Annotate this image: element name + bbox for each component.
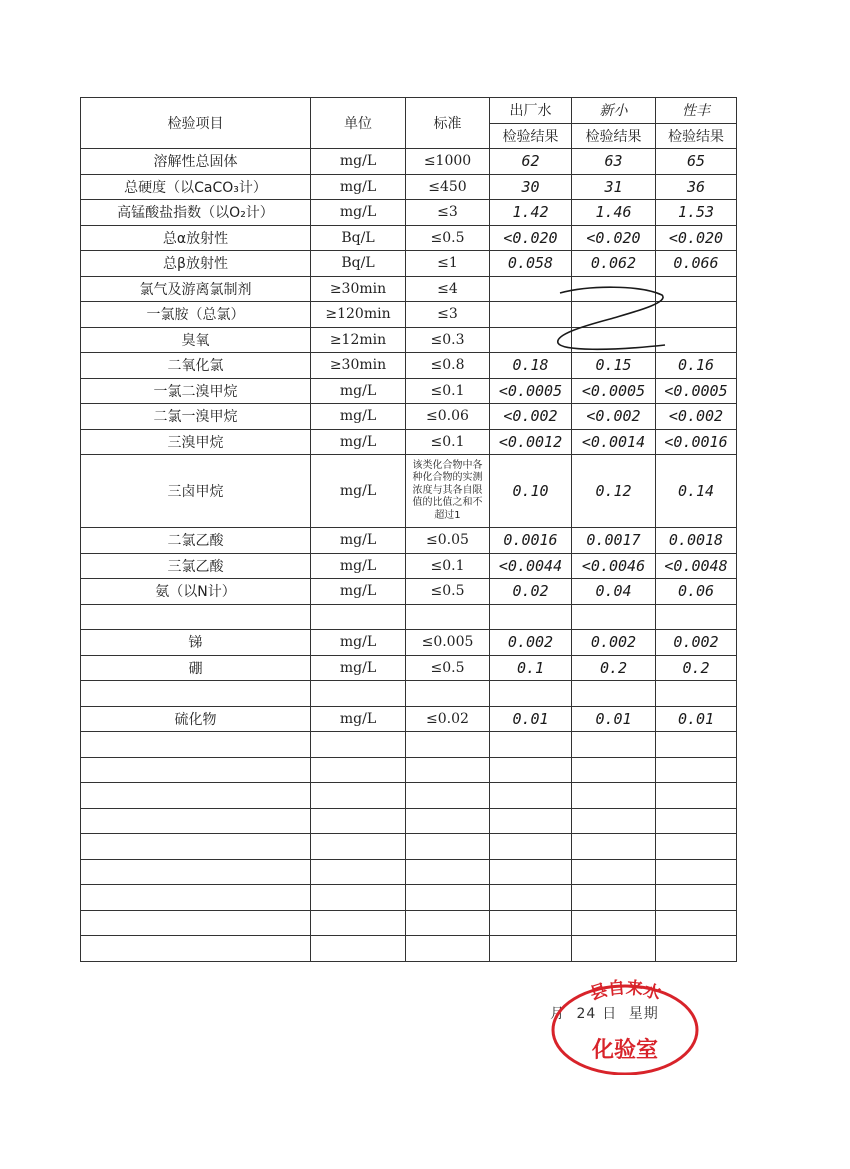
standard-cell: ≤0.02 (406, 706, 490, 732)
month-label: 月 (550, 1006, 565, 1022)
header-unit: 单位 (311, 98, 406, 149)
empty-row (81, 732, 737, 758)
item-cell: 总β放射性 (81, 251, 311, 277)
empty-row (81, 910, 737, 936)
unit-cell: mg/L (311, 455, 406, 528)
result-cell: 0.002 (656, 630, 737, 656)
empty-cell (311, 783, 406, 809)
standard-cell: ≤4 (406, 276, 490, 302)
standard-cell: ≤0.005 (406, 630, 490, 656)
handwritten-scribble (550, 285, 670, 355)
unit-cell: mg/L (311, 429, 406, 455)
empty-cell (490, 834, 572, 860)
empty-cell (311, 936, 406, 962)
standard-cell: ≤0.1 (406, 378, 490, 404)
water-quality-table (80, 97, 737, 962)
empty-cell (81, 859, 311, 885)
result-cell: <0.002 (656, 404, 737, 430)
result-cell: 0.0017 (572, 528, 656, 554)
item-cell: 三氯乙酸 (81, 553, 311, 579)
empty-cell (490, 757, 572, 783)
unit-cell (311, 681, 406, 707)
table-row (81, 455, 737, 528)
standard-cell: ≤0.3 (406, 327, 490, 353)
day-value: 24 (576, 1006, 597, 1022)
result-cell (572, 604, 656, 630)
unit-cell: mg/L (311, 174, 406, 200)
item-cell: 硼 (81, 655, 311, 681)
result-cell: 0.058 (490, 251, 572, 277)
empty-cell (656, 834, 737, 860)
empty-cell (406, 783, 490, 809)
unit-cell: mg/L (311, 404, 406, 430)
empty-row (81, 783, 737, 809)
empty-cell (81, 757, 311, 783)
empty-cell (311, 732, 406, 758)
unit-cell: mg/L (311, 528, 406, 554)
empty-row (81, 834, 737, 860)
result-cell: 62 (490, 149, 572, 175)
result-cell (490, 681, 572, 707)
item-cell: 高锰酸盐指数（以O₂计） (81, 200, 311, 226)
result-cell: 0.0018 (656, 528, 737, 554)
result-cell: 0.01 (656, 706, 737, 732)
result-cell (656, 604, 737, 630)
standard-cell: ≤0.05 (406, 528, 490, 554)
result-cell: 0.10 (490, 455, 572, 528)
empty-cell (406, 834, 490, 860)
item-cell: 三溴甲烷 (81, 429, 311, 455)
empty-cell (311, 859, 406, 885)
item-cell: 三卤甲烷 (81, 455, 311, 528)
empty-row (81, 936, 737, 962)
empty-cell (406, 910, 490, 936)
result-cell: 31 (572, 174, 656, 200)
unit-cell (311, 604, 406, 630)
empty-cell (81, 783, 311, 809)
official-seal (548, 975, 703, 1075)
result-cell: <0.020 (572, 225, 656, 251)
empty-cell (656, 783, 737, 809)
empty-cell (572, 757, 656, 783)
standard-cell: ≤0.06 (406, 404, 490, 430)
result-cell (572, 681, 656, 707)
empty-cell (656, 732, 737, 758)
standard-cell: 该类化合物中各种化合物的实测浓度与其各自限值的比值之和不超过1 (406, 455, 490, 528)
result-cell: 0.01 (490, 706, 572, 732)
empty-cell (406, 757, 490, 783)
empty-cell (572, 834, 656, 860)
table-row (81, 706, 737, 732)
table-row (81, 429, 737, 455)
result-cell: 0.16 (656, 353, 737, 379)
unit-cell: ≥120min (311, 302, 406, 328)
table-row (81, 225, 737, 251)
result-cell: 0.002 (490, 630, 572, 656)
standard-cell: ≤0.1 (406, 553, 490, 579)
result-cell: <0.020 (490, 225, 572, 251)
empty-row (81, 757, 737, 783)
result-cell (490, 604, 572, 630)
result-cell: 0.04 (572, 579, 656, 605)
table-row (81, 404, 737, 430)
empty-cell (406, 808, 490, 834)
empty-cell (311, 910, 406, 936)
empty-cell (572, 910, 656, 936)
unit-cell: Bq/L (311, 225, 406, 251)
table-row (81, 353, 737, 379)
table-row (81, 553, 737, 579)
empty-cell (572, 732, 656, 758)
unit-cell: mg/L (311, 200, 406, 226)
result-cell: 0.14 (656, 455, 737, 528)
result-cell: <0.0046 (572, 553, 656, 579)
result-cell: 0.062 (572, 251, 656, 277)
unit-cell: mg/L (311, 706, 406, 732)
result-cell: 1.46 (572, 200, 656, 226)
empty-cell (81, 910, 311, 936)
empty-cell (490, 859, 572, 885)
result-cell (656, 681, 737, 707)
empty-cell (311, 834, 406, 860)
unit-cell: Bq/L (311, 251, 406, 277)
empty-cell (490, 783, 572, 809)
standard-cell: ≤0.8 (406, 353, 490, 379)
standard-cell (406, 604, 490, 630)
empty-cell (311, 808, 406, 834)
empty-cell (490, 732, 572, 758)
result-cell: 0.18 (490, 353, 572, 379)
result-cell: 0.2 (656, 655, 737, 681)
unit-cell: ≥30min (311, 276, 406, 302)
standard-cell: ≤0.1 (406, 429, 490, 455)
empty-cell (406, 936, 490, 962)
table-row (81, 681, 737, 707)
empty-cell (406, 732, 490, 758)
svg-text:化验室: 化验室 (591, 1038, 659, 1063)
standard-cell: ≤1000 (406, 149, 490, 175)
result-cell: <0.020 (656, 225, 737, 251)
result-cell: 0.02 (490, 579, 572, 605)
table-row (81, 174, 737, 200)
result-cell: <0.0005 (572, 378, 656, 404)
result-cell: <0.0005 (490, 378, 572, 404)
unit-cell: ≥30min (311, 353, 406, 379)
unit-cell: mg/L (311, 378, 406, 404)
empty-cell (656, 757, 737, 783)
table-row (81, 251, 737, 277)
standard-cell (406, 681, 490, 707)
empty-cell (311, 757, 406, 783)
result-cell: <0.0044 (490, 553, 572, 579)
empty-row (81, 859, 737, 885)
result-cell: <0.0012 (490, 429, 572, 455)
result-cell: 0.2 (572, 655, 656, 681)
item-cell: 总硬度（以CaCO₃计） (81, 174, 311, 200)
result-cell: 36 (656, 174, 737, 200)
result-cell: 65 (656, 149, 737, 175)
table-row (81, 655, 737, 681)
item-cell: 氨（以N计） (81, 579, 311, 605)
standard-cell: ≤1 (406, 251, 490, 277)
empty-cell (656, 910, 737, 936)
table-row (81, 528, 737, 554)
item-cell: 氯气及游离氯制剂 (81, 276, 311, 302)
result-cell: 0.066 (656, 251, 737, 277)
empty-cell (490, 910, 572, 936)
table-row (81, 200, 737, 226)
empty-cell (311, 885, 406, 911)
standard-cell: ≤3 (406, 200, 490, 226)
result-cell: 0.01 (572, 706, 656, 732)
unit-cell: mg/L (311, 630, 406, 656)
item-cell: 一氯二溴甲烷 (81, 378, 311, 404)
empty-cell (81, 732, 311, 758)
result-cell: 0.12 (572, 455, 656, 528)
svg-text:县自来水: 县自来水 (587, 978, 664, 1005)
table-row (81, 149, 737, 175)
item-cell: 二氯乙酸 (81, 528, 311, 554)
unit-cell: ≥12min (311, 327, 406, 353)
empty-cell (656, 885, 737, 911)
empty-cell (656, 936, 737, 962)
header-standard: 标准 (406, 98, 490, 149)
item-cell: 二氯一溴甲烷 (81, 404, 311, 430)
result-cell: 0.15 (572, 353, 656, 379)
empty-row (81, 885, 737, 911)
unit-cell: mg/L (311, 553, 406, 579)
standard-cell: ≤3 (406, 302, 490, 328)
header-col3-result: 检验结果 (656, 123, 737, 149)
unit-cell: mg/L (311, 655, 406, 681)
header-col3-title: 性丰 (656, 98, 737, 124)
empty-row (81, 808, 737, 834)
unit-cell: mg/L (311, 579, 406, 605)
empty-cell (572, 885, 656, 911)
result-cell: <0.002 (572, 404, 656, 430)
unit-cell: mg/L (311, 149, 406, 175)
weekday-label: 星期 (628, 1006, 659, 1022)
standard-cell: ≤0.5 (406, 225, 490, 251)
item-cell (81, 681, 311, 707)
empty-cell (81, 885, 311, 911)
result-cell: <0.0048 (656, 553, 737, 579)
result-cell: <0.0005 (656, 378, 737, 404)
item-cell (81, 604, 311, 630)
result-cell: 0.0016 (490, 528, 572, 554)
empty-cell (490, 885, 572, 911)
empty-cell (656, 859, 737, 885)
empty-cell (406, 859, 490, 885)
result-cell: 1.53 (656, 200, 737, 226)
table-row (81, 604, 737, 630)
standard-cell: ≤0.5 (406, 655, 490, 681)
header-col2-title: 新小 (572, 98, 656, 124)
header-col2-result: 检验结果 (572, 123, 656, 149)
empty-cell (490, 936, 572, 962)
result-cell: 0.002 (572, 630, 656, 656)
item-cell: 一氯胺（总氯） (81, 302, 311, 328)
table-row (81, 630, 737, 656)
standard-cell: ≤0.5 (406, 579, 490, 605)
header-col1-title: 出厂水 (490, 98, 572, 124)
header-row-1 (81, 98, 737, 124)
result-cell: 1.42 (490, 200, 572, 226)
empty-cell (406, 885, 490, 911)
header-col1-result: 检验结果 (490, 123, 572, 149)
empty-cell (572, 859, 656, 885)
empty-cell (81, 808, 311, 834)
item-cell: 二氧化氯 (81, 353, 311, 379)
result-cell: 30 (490, 174, 572, 200)
header-item: 检验项目 (81, 98, 311, 149)
item-cell: 锑 (81, 630, 311, 656)
item-cell: 溶解性总固体 (81, 149, 311, 175)
result-cell: 0.1 (490, 655, 572, 681)
item-cell: 硫化物 (81, 706, 311, 732)
empty-cell (572, 936, 656, 962)
empty-cell (656, 808, 737, 834)
result-cell: 63 (572, 149, 656, 175)
result-cell: <0.002 (490, 404, 572, 430)
result-cell: 0.06 (656, 579, 737, 605)
table-row (81, 579, 737, 605)
item-cell: 总α放射性 (81, 225, 311, 251)
empty-cell (572, 808, 656, 834)
table-row (81, 378, 737, 404)
empty-cell (490, 808, 572, 834)
empty-cell (81, 936, 311, 962)
empty-cell (81, 834, 311, 860)
result-cell: <0.0014 (572, 429, 656, 455)
empty-cell (572, 783, 656, 809)
standard-cell: ≤450 (406, 174, 490, 200)
item-cell: 臭氧 (81, 327, 311, 353)
result-cell: <0.0016 (656, 429, 737, 455)
day-label: 日 (602, 1006, 618, 1022)
